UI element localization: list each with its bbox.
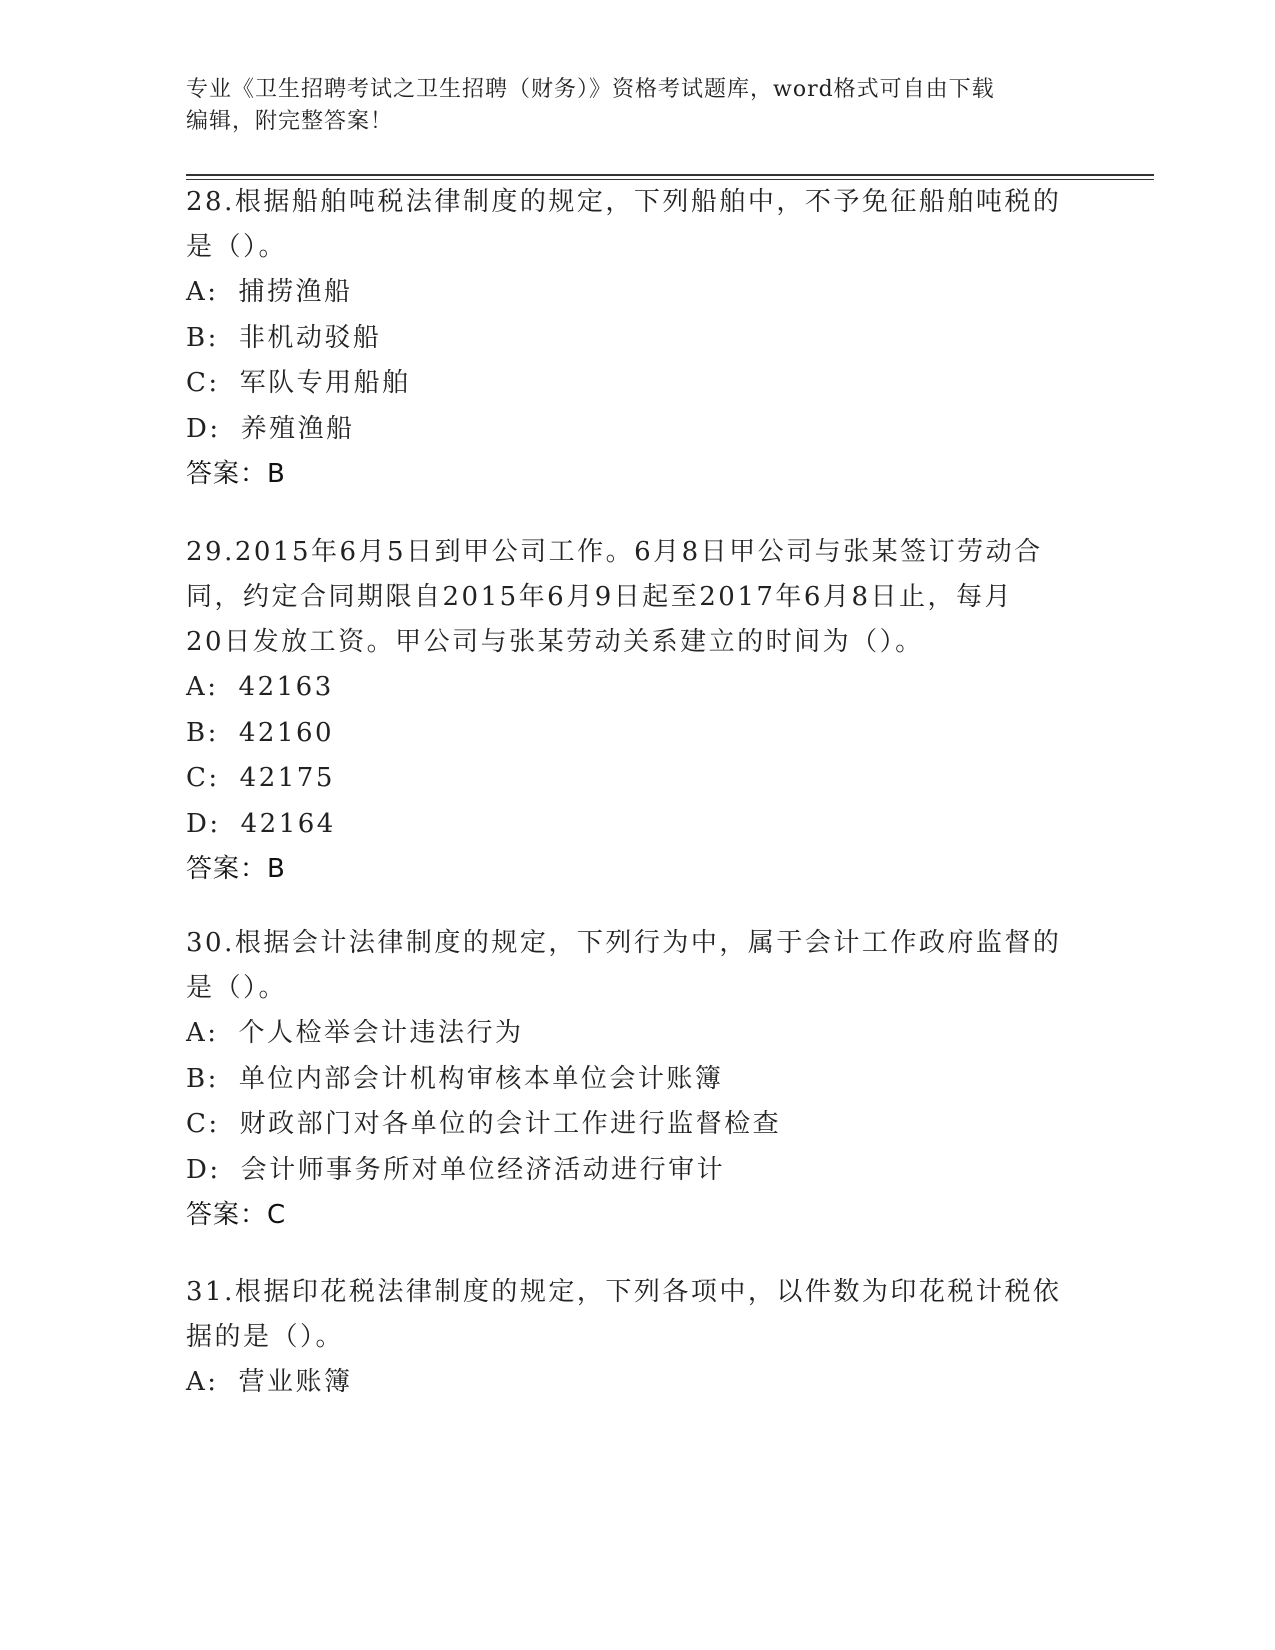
- question-text-line: 是（）。: [186, 232, 288, 262]
- question-text-line: 29.2015年6月5日到甲公司工作。6月8日甲公司与张某签订劳动合: [186, 537, 1043, 567]
- option-a: [186, 270, 1076, 316]
- answer-text: 答案：B: [186, 854, 286, 884]
- option-text: 42160: [238, 717, 335, 748]
- question-text-line: 据的是（）。: [186, 1322, 345, 1352]
- option-d: [186, 407, 1076, 453]
- question-30: [186, 921, 1076, 1238]
- option-d: [186, 802, 1076, 848]
- option-text: 42175: [239, 763, 335, 793]
- option-text: 42163: [238, 672, 334, 702]
- option-letter: B:: [186, 717, 219, 748]
- option-text: 非机动驳船: [238, 322, 382, 353]
- option-text: 营业账簿: [238, 1367, 353, 1397]
- question-31: [186, 1270, 1076, 1406]
- option-letter: A:: [186, 277, 219, 307]
- option-c: [186, 1102, 1076, 1148]
- option-text: 个人检举会计违法行为: [238, 1018, 524, 1048]
- option-text: 捕捞渔船: [238, 277, 353, 307]
- option-text: 会计师事务所对单位经济活动进行审计: [240, 1154, 726, 1185]
- question-text-line: 同，约定合同期限自2015年6月9日起至2017年6月8日止，每月: [186, 582, 1014, 612]
- option-letter: A:: [186, 1367, 219, 1397]
- question-29: [186, 530, 1076, 892]
- header-line-2: 编辑，附完整答案！: [186, 109, 394, 134]
- option-text: 单位内部会计机构审核本单位会计账簿: [238, 1063, 724, 1094]
- question-text-line: 28.根据船舶吨税法律制度的规定，下列船舶中，不予免征船舶吨税的: [186, 187, 1062, 217]
- option-text: 42164: [240, 808, 336, 839]
- option-letter: C:: [186, 368, 220, 398]
- option-letter: B:: [186, 322, 219, 353]
- option-letter: B:: [186, 1063, 219, 1094]
- question-28: [186, 180, 1076, 497]
- question-text-line: 20日发放工资。甲公司与张某劳动关系建立的时间为（）。: [186, 627, 924, 657]
- option-text: 养殖渔船: [240, 413, 355, 444]
- answer-text: 答案：C: [186, 1200, 287, 1230]
- option-letter: A:: [186, 672, 219, 702]
- option-c: [186, 756, 1076, 802]
- option-b: [186, 316, 1076, 362]
- option-b: [186, 711, 1076, 757]
- option-b: [186, 1057, 1076, 1103]
- option-letter: D:: [186, 413, 221, 444]
- option-c: [186, 361, 1076, 407]
- question-text-line: 31.根据印花税法律制度的规定，下列各项中，以件数为印花税计税依: [186, 1277, 1062, 1307]
- option-a: [186, 1011, 1076, 1057]
- option-text: 财政部门对各单位的会计工作进行监督检查: [239, 1109, 782, 1139]
- option-letter: C:: [186, 1109, 220, 1139]
- question-text-line: 是（）。: [186, 973, 288, 1003]
- option-d: [186, 1148, 1076, 1194]
- option-text: 军队专用船舶: [239, 368, 411, 398]
- answer-text: 答案：B: [186, 459, 286, 489]
- document-header: [186, 74, 1066, 138]
- option-letter: C:: [186, 763, 220, 793]
- option-letter: D:: [186, 1154, 221, 1185]
- option-a: [186, 1360, 1076, 1406]
- option-letter: D:: [186, 808, 221, 839]
- header-line-1: 专业《卫生招聘考试之卫生招聘（财务）》资格考试题库，word格式可自由下载: [186, 77, 995, 102]
- option-letter: A:: [186, 1018, 219, 1048]
- question-text-line: 30.根据会计法律制度的规定，下列行为中，属于会计工作政府监督的: [186, 928, 1062, 958]
- option-a: [186, 665, 1076, 711]
